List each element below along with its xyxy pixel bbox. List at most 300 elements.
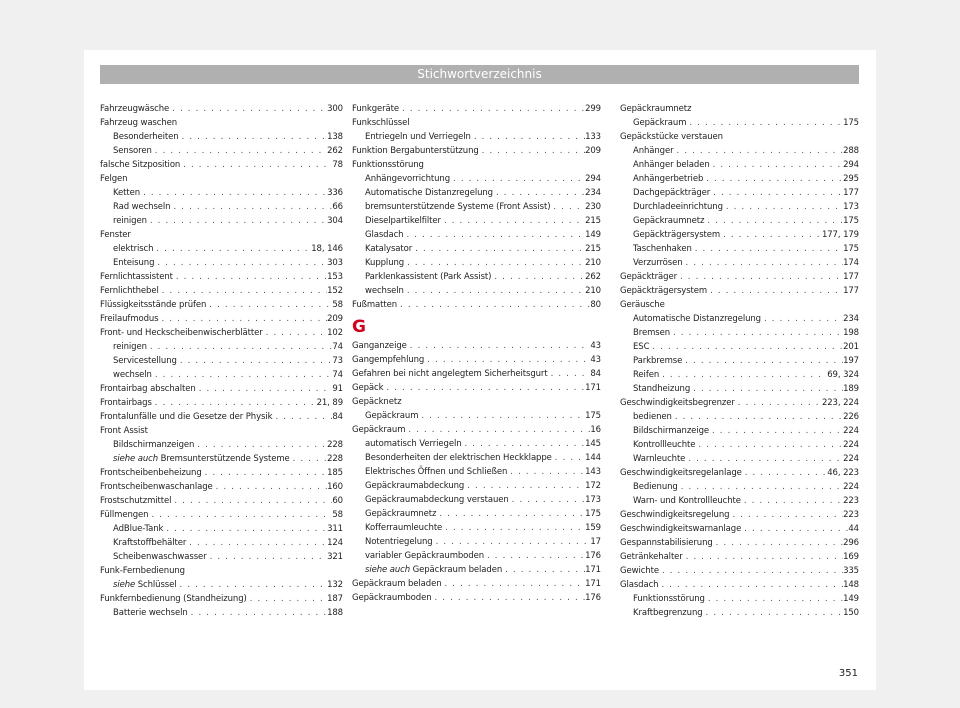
index-term-text: Funkgeräte [352, 104, 400, 114]
index-column-1 [100, 102, 343, 620]
index-term-text: Kraftbegrenzung [633, 608, 703, 618]
index-page-ref: 78 [332, 160, 343, 170]
leader-dots [674, 144, 844, 158]
index-page-ref: 223 [843, 496, 859, 506]
leader-dots [682, 354, 843, 368]
leader-dots [509, 493, 585, 507]
index-term [633, 368, 659, 382]
index-page-ref: 159 [585, 523, 601, 533]
index-column-2 [352, 102, 601, 605]
leader-dots [471, 130, 585, 144]
index-subentry [620, 214, 859, 228]
leader-dots [383, 381, 585, 395]
index-subentry [352, 409, 601, 423]
index-term [113, 368, 152, 382]
index-term [620, 396, 735, 410]
index-page-ref: 150 [843, 608, 859, 618]
leader-dots [207, 550, 328, 564]
index-term [113, 242, 153, 256]
index-term [352, 381, 383, 395]
index-term [100, 270, 173, 284]
index-term [100, 480, 213, 494]
index-subentry [620, 354, 859, 368]
index-term-text: Gangempfehlung [352, 355, 425, 365]
index-heading [100, 116, 343, 130]
index-term-text: elektrisch [113, 244, 154, 254]
leader-dots [491, 270, 585, 284]
index-term [365, 465, 507, 479]
index-entry [100, 466, 343, 480]
index-subentry [620, 242, 859, 256]
index-term [633, 354, 682, 368]
index-page-ref: 102 [327, 328, 343, 338]
index-entry [620, 564, 859, 578]
leader-dots [163, 522, 327, 536]
index-subentry [352, 493, 601, 507]
index-page-ref: 215 [585, 216, 601, 226]
leader-dots [177, 578, 328, 592]
index-term [352, 144, 479, 158]
index-page-ref: 149 [585, 230, 601, 240]
index-term-text: Gewichte [620, 566, 659, 576]
index-subentry [100, 256, 343, 270]
leader-dots [659, 368, 827, 382]
leader-dots [720, 228, 822, 242]
index-term-text: bedienen [633, 412, 672, 422]
leader-dots [507, 465, 585, 479]
index-subentry [100, 522, 343, 536]
index-page-ref: 69, 324 [827, 370, 859, 380]
leader-dots [723, 200, 843, 214]
index-subentry [620, 410, 859, 424]
index-page-ref: 175 [843, 216, 859, 226]
index-term [113, 578, 177, 592]
index-subentry [620, 144, 859, 158]
index-page-ref: 160 [327, 482, 343, 492]
index-subentry [352, 549, 601, 563]
index-term-text: Durchladeeinrichtung [633, 202, 723, 212]
index-term-text: Elektrisches Öffnen und Schließen [365, 467, 508, 477]
page-number: 351 [838, 668, 858, 679]
index-term [633, 424, 709, 438]
index-page-ref: 173 [843, 202, 859, 212]
index-page-ref: 188 [327, 608, 343, 618]
index-term-text: Funkfernbedienung (Standheizung) [100, 594, 247, 604]
leader-dots [272, 410, 332, 424]
index-subentry [352, 535, 601, 549]
index-subentry [620, 606, 859, 620]
index-page-ref: 223, 224 [821, 398, 859, 408]
index-term-text: Gepäckraumabdeckung verstauen [365, 495, 509, 505]
index-subentry [352, 200, 601, 214]
leader-dots [404, 284, 585, 298]
leader-dots [152, 144, 327, 158]
index-entry [620, 550, 859, 564]
index-page-ref: 296 [843, 538, 859, 548]
index-term-text: Fernlichthebel [100, 286, 159, 296]
leader-dots [432, 591, 586, 605]
index-page-ref: 60 [332, 496, 343, 506]
index-entry [100, 270, 343, 284]
leader-dots [290, 452, 327, 466]
leader-dots [502, 563, 585, 577]
index-term [365, 563, 502, 577]
index-page-ref: 234 [843, 314, 859, 324]
index-term [633, 256, 683, 270]
index-term-text: Bildschirmanzeige [633, 426, 709, 436]
index-term [365, 549, 484, 563]
index-subentry [100, 578, 343, 592]
index-page-ref: 189 [843, 384, 859, 394]
index-term [100, 564, 343, 578]
index-term-text: Frontscheibenbeheizung [100, 468, 202, 478]
leader-dots [729, 508, 843, 522]
index-page-ref: 177 [843, 272, 859, 282]
index-page-ref: 84 [332, 412, 343, 422]
index-page-ref: 177 [843, 286, 859, 296]
index-page-ref: 336 [327, 188, 343, 198]
index-entry [352, 298, 601, 312]
index-term [113, 452, 290, 466]
index-term-text: Bremsen [633, 328, 670, 338]
index-subentry [620, 452, 859, 466]
index-entry [620, 466, 859, 480]
leader-dots [147, 340, 333, 354]
index-term-text: Automatische Distanzregelung [365, 188, 493, 198]
index-term [100, 382, 196, 396]
leader-dots [704, 214, 843, 228]
index-page-ref: 18, 146 [311, 244, 343, 254]
leader-dots [686, 116, 843, 130]
index-term-text: Parklenkassistent (Park Assist) [365, 272, 492, 282]
index-subentry [100, 130, 343, 144]
index-term [113, 214, 147, 228]
index-term-text: Gepäckraum beladen [352, 579, 442, 589]
index-page-ref: 175 [843, 244, 859, 254]
index-entry [352, 577, 601, 591]
index-term-text: Sensoren [113, 146, 152, 156]
index-term-text: Standheizung [633, 384, 691, 394]
index-heading [620, 102, 859, 116]
index-page-ref: 80 [590, 300, 601, 310]
leader-dots [173, 270, 327, 284]
index-page-ref: 133 [585, 132, 601, 142]
index-page-ref: 66 [332, 202, 343, 212]
index-term-text: Kontrollleuchte [633, 440, 696, 450]
leader-dots [180, 158, 332, 172]
index-page-ref: 144 [585, 453, 601, 463]
index-term [365, 535, 433, 549]
index-term [113, 606, 188, 620]
index-term [100, 298, 206, 312]
index-page-ref: 300 [327, 104, 343, 114]
index-page-ref: 148 [843, 580, 859, 590]
index-page-ref: 303 [327, 258, 343, 268]
leader-dots [707, 284, 843, 298]
index-term [365, 172, 450, 186]
index-term-text: automatisch Verriegeln [365, 439, 462, 449]
leader-dots [672, 410, 843, 424]
leader-dots [397, 298, 590, 312]
index-term-text: Gepäckträger [620, 272, 677, 282]
index-term-text: Gepäckträgersystem [620, 286, 708, 296]
index-subentry [620, 116, 859, 130]
index-page-ref: 295 [843, 174, 859, 184]
index-term [633, 494, 741, 508]
index-term [365, 521, 442, 535]
index-term [100, 592, 247, 606]
index-heading [352, 116, 601, 130]
index-entry [620, 508, 859, 522]
index-term-text: Anhängerbetrieb [633, 174, 704, 184]
index-term [620, 564, 659, 578]
index-term-text: Geschwindigkeitswarnanlage [620, 524, 742, 534]
index-entry [100, 312, 343, 326]
index-term-text: Getränkehalter [620, 552, 683, 562]
index-term [365, 479, 464, 493]
index-term-text: Servicestellung [113, 356, 177, 366]
index-page-ref: 294 [843, 160, 859, 170]
index-page-ref: 210 [585, 258, 601, 268]
index-term [633, 144, 674, 158]
index-term [633, 326, 670, 340]
index-term [113, 536, 186, 550]
index-term [113, 144, 152, 158]
index-subentry [620, 424, 859, 438]
index-term [620, 102, 859, 116]
index-subentry [100, 200, 343, 214]
index-term-text: Notentriegelung [365, 537, 433, 547]
index-term [352, 158, 601, 172]
index-subentry [100, 452, 343, 466]
index-term-text: Front Assist [100, 426, 148, 436]
leader-dots [670, 326, 843, 340]
index-term [365, 256, 404, 270]
index-entry [100, 494, 343, 508]
index-term [113, 354, 177, 368]
index-term [100, 102, 169, 116]
index-subentry [352, 214, 601, 228]
index-term-text: Besonderheiten [113, 132, 179, 142]
index-term-text: Kofferraumleuchte [365, 523, 443, 533]
index-subentry [620, 158, 859, 172]
index-entry [100, 298, 343, 312]
leader-dots [442, 521, 585, 535]
index-heading [620, 130, 859, 144]
index-term-text: Funktionsstörung [633, 594, 705, 604]
index-term-text: Frontairbag abschalten [100, 384, 196, 394]
index-page-ref: 176 [585, 593, 601, 603]
index-subentry [620, 592, 859, 606]
leader-dots [194, 438, 327, 452]
index-term-text: Frostschutzmittel [100, 496, 172, 506]
index-page-ref: 172 [585, 481, 601, 491]
index-term [633, 452, 685, 466]
index-page-ref: 177, 179 [821, 230, 859, 240]
index-entry [620, 270, 859, 284]
index-term [365, 270, 491, 284]
index-page-ref: 73 [332, 356, 343, 366]
index-subentry [352, 437, 601, 451]
index-term [633, 592, 705, 606]
index-term [633, 312, 761, 326]
index-term-text: Fenster [100, 230, 131, 240]
index-subentry [100, 354, 343, 368]
index-term [100, 508, 148, 522]
index-reference-prefix: siehe auch [113, 454, 158, 464]
index-page-ref: 169 [843, 552, 859, 562]
index-term [633, 242, 692, 256]
index-entry [352, 102, 601, 116]
index-term-text: Gepäckraum [365, 411, 419, 421]
index-term-text: Funkschlüssel [352, 118, 410, 128]
index-term-text: Verzurrösen [633, 258, 683, 268]
index-term [633, 172, 703, 186]
leader-dots [484, 549, 585, 563]
index-section-letter: G [352, 317, 366, 337]
leader-dots [761, 312, 843, 326]
index-term-text: Scheibenwaschwasser [113, 552, 207, 562]
index-entry [352, 591, 601, 605]
index-page-ref: 171 [585, 383, 601, 393]
leader-dots [407, 339, 591, 353]
index-term-text: Enteisung [113, 258, 155, 268]
leader-dots [263, 326, 327, 340]
index-subentry [352, 284, 601, 298]
index-term-text: Fahrzeugwäsche [100, 104, 170, 114]
index-page-ref: 230 [585, 202, 601, 212]
index-page-ref: 262 [585, 272, 601, 282]
index-term-text: Gepäcknetz [352, 397, 402, 407]
index-subentry [620, 494, 859, 508]
index-entry [620, 284, 859, 298]
index-term-text: Glasdach [365, 230, 404, 240]
index-term-text: Gepäckraum beladen [412, 565, 503, 575]
index-term [352, 298, 397, 312]
leader-dots [713, 536, 843, 550]
index-subentry [620, 480, 859, 494]
leader-dots [695, 438, 843, 452]
index-term [620, 270, 677, 284]
index-term-text: reinigen [113, 216, 147, 226]
index-term-text: Bildschirmanzeigen [113, 440, 195, 450]
index-page-ref: 175 [843, 118, 859, 128]
index-term-text: Reifen [633, 370, 660, 380]
index-term [365, 451, 552, 465]
leader-dots [742, 466, 828, 480]
index-term-text: Gepäckraumboden [352, 593, 432, 603]
index-term [633, 116, 686, 130]
leader-dots [493, 186, 585, 200]
index-term-text: Fahrzeug waschen [100, 118, 178, 128]
index-term-text: wechseln [365, 286, 404, 296]
index-subentry [352, 256, 601, 270]
index-term-text: Besonderheiten der elektrischen Heckklappe [365, 453, 552, 463]
index-term [620, 466, 742, 480]
index-term [620, 536, 713, 550]
leader-dots [186, 536, 327, 550]
index-entry [100, 396, 343, 410]
index-subentry [352, 521, 601, 535]
index-page-ref: 44 [848, 524, 859, 534]
leader-dots [735, 396, 822, 410]
leader-dots [177, 354, 333, 368]
leader-dots [552, 451, 585, 465]
index-term-text: Frontalunfälle und die Gesetze der Physik [100, 412, 273, 422]
index-reference-prefix: siehe [113, 580, 136, 590]
index-term-text: variabler Gepäckraumboden [365, 551, 484, 561]
index-term-text: Funk-Fernbedienung [100, 566, 185, 576]
index-term [633, 214, 704, 228]
index-page-ref: 152 [327, 286, 343, 296]
index-term [100, 410, 272, 424]
index-subentry [620, 340, 859, 354]
index-term-text: Funktionsstörung [352, 160, 424, 170]
index-term [352, 339, 407, 353]
index-page-ref: 46, 223 [827, 468, 859, 478]
index-term [113, 550, 207, 564]
index-term-text: Geschwindigkeitsregelanlage [620, 468, 742, 478]
index-entry [100, 284, 343, 298]
index-term [113, 200, 170, 214]
index-page-ref: 197 [843, 356, 859, 366]
leader-dots [709, 424, 843, 438]
index-term-text: Entriegeln und Verriegeln [365, 132, 471, 142]
index-term-text: Bedienung [633, 482, 678, 492]
leader-dots [147, 214, 327, 228]
leader-dots [404, 256, 585, 270]
index-entry [100, 410, 343, 424]
leader-dots [442, 577, 586, 591]
leader-dots [188, 606, 327, 620]
index-term [365, 507, 436, 521]
index-page-ref: 21, 89 [316, 398, 343, 408]
index-term [100, 466, 202, 480]
index-term [620, 298, 859, 312]
index-page-ref: 185 [327, 468, 343, 478]
index-term-text: Dieselpartikelfilter [365, 216, 441, 226]
leader-dots [140, 186, 327, 200]
index-term-text: wechseln [113, 370, 152, 380]
index-term [620, 550, 683, 564]
index-term [100, 284, 159, 298]
leader-dots [705, 592, 843, 606]
index-term-text: Warnleuchte [633, 454, 686, 464]
index-subentry [352, 465, 601, 479]
index-term-text: Automatische Distanzregelung [633, 314, 761, 324]
index-term-text: Geschwindigkeitsregelung [620, 510, 730, 520]
index-term [620, 130, 859, 144]
index-entry [620, 578, 859, 592]
leader-dots [685, 452, 843, 466]
index-subentry [352, 172, 601, 186]
index-term-text: Frontscheibenwaschanlage [100, 482, 213, 492]
index-term-text: Funktion Bergabunterstützung [352, 146, 479, 156]
index-term-text: Freilaufmodus [100, 314, 159, 324]
index-term-text: Fußmatten [352, 300, 398, 310]
index-term-text: Felgen [100, 174, 128, 184]
leader-dots [148, 508, 332, 522]
index-term-text: Taschenhaken [633, 244, 692, 254]
index-page-ref: 176 [585, 551, 601, 561]
index-term [100, 494, 171, 508]
index-term-text: Ganganzeige [352, 341, 407, 351]
index-subentry [100, 340, 343, 354]
index-term-text: Gepäckraum [352, 425, 406, 435]
index-page-ref: 91 [332, 384, 343, 394]
leader-dots [418, 409, 585, 423]
index-heading [352, 158, 601, 172]
